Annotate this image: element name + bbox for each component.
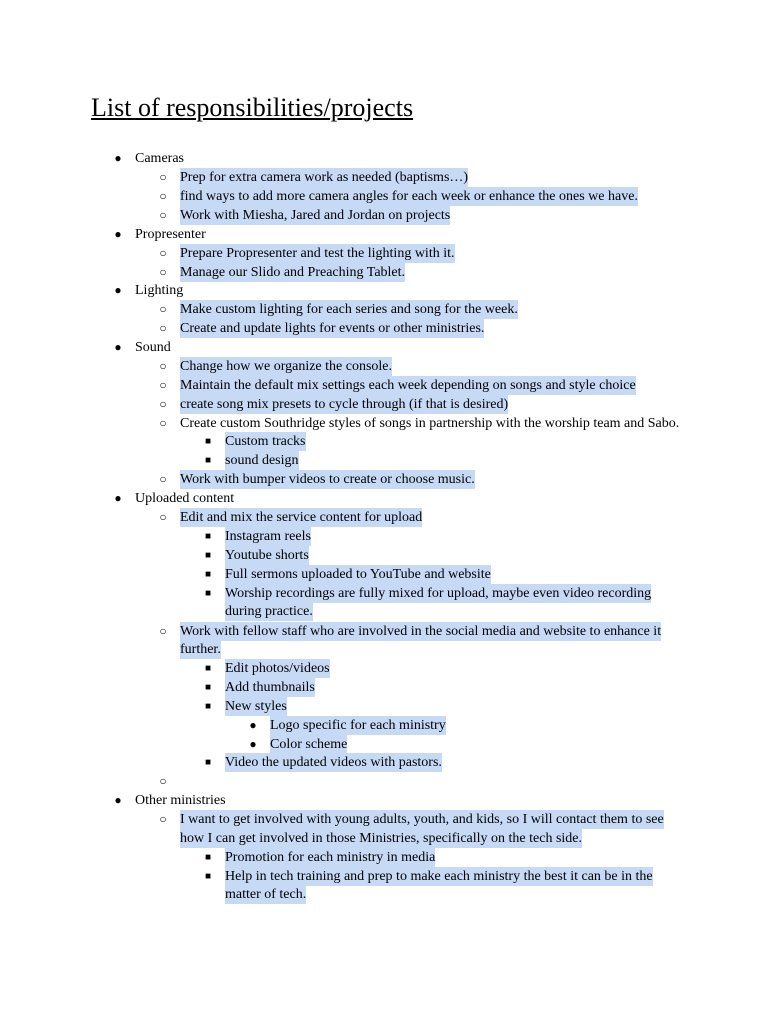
item-text: Edit photos/videos <box>225 661 330 676</box>
bullet-circle: ○ <box>159 170 167 184</box>
bullet-disc: ● <box>114 151 122 165</box>
section-label: Sound <box>135 340 171 355</box>
bullet-circle: ○ <box>159 624 167 638</box>
bullet-circle: ○ <box>159 189 167 203</box>
bullet-square: ■ <box>204 663 212 674</box>
section-label: Uploaded content <box>135 491 235 506</box>
section-label: Cameras <box>135 151 184 166</box>
item-text: Work with Miesha, Jared and Jordan on projects <box>180 208 451 223</box>
bullet-circle: ○ <box>159 246 167 260</box>
item-text: Logo specific for each ministry <box>270 718 446 733</box>
bullet-disc: ● <box>249 718 257 732</box>
item-text: Maintain the default mix settings each week depending on songs and style choice <box>180 378 636 393</box>
item-text: Prepare Propresenter and test the lighting with it. <box>180 246 455 261</box>
bullet-disc: ● <box>114 793 122 807</box>
item-text: Promotion for each ministry in media <box>225 850 436 865</box>
item-text: find ways to add more camera angles for each week or enhance the ones we have. <box>180 189 638 204</box>
item-text: Create custom Southridge styles of songs in partnership with the worship team and Sabo. <box>180 416 680 431</box>
item-text: New styles <box>225 699 287 714</box>
item-text: Help in tech training and prep to make each ministry the best it can be in the <box>225 869 653 884</box>
item-text: Prep for extra camera work as needed (baptisms…) <box>180 170 469 185</box>
item-text: create song mix presets to cycle through (if that is desired) <box>180 397 509 412</box>
bullet-square: ■ <box>204 550 212 561</box>
item-text: Custom tracks <box>225 434 306 449</box>
section-label: Propresenter <box>135 227 206 242</box>
bullet-circle: ○ <box>159 378 167 392</box>
item-text: Edit and mix the service content for upload <box>180 510 423 525</box>
item-text: sound design <box>225 453 299 468</box>
item-text: I want to get involved with young adults, youth, and kids, so I will contact them to see <box>180 812 664 827</box>
item-text: how I can get involved in those Ministries, specifically on the tech side. <box>180 831 583 846</box>
bullet-circle: ○ <box>159 416 167 430</box>
bullet-square: ■ <box>204 852 212 863</box>
item-text: Youtube shorts <box>225 548 309 563</box>
bullet-square: ■ <box>204 569 212 580</box>
bullet-circle: ○ <box>159 774 167 788</box>
bullet-square: ■ <box>204 701 212 712</box>
bullet-disc: ● <box>249 737 257 751</box>
item-text: Manage our Slido and Preaching Tablet. <box>180 265 406 280</box>
bullet-circle: ○ <box>159 265 167 279</box>
bullet-square: ■ <box>204 871 212 882</box>
bullet-circle: ○ <box>159 208 167 222</box>
bullet-disc: ● <box>114 491 122 505</box>
item-text: Video the updated videos with pastors. <box>225 755 442 770</box>
bullet-square: ■ <box>204 757 212 768</box>
item-text: Instagram reels <box>225 529 311 544</box>
bullet-circle: ○ <box>159 321 167 335</box>
item-text: Worship recordings are fully mixed for upload, maybe even video recording <box>225 586 652 601</box>
page-title: List of responsibilities/projects <box>91 93 414 122</box>
bullet-square: ■ <box>204 531 212 542</box>
item-text: Create and update lights for events or other ministries. <box>180 321 485 336</box>
item-text: Work with bumper videos to create or choose music. <box>180 472 475 487</box>
bullet-square: ■ <box>204 588 212 599</box>
item-text: during practice. <box>225 604 313 619</box>
bullet-square: ■ <box>204 455 212 466</box>
item-text: Make custom lighting for each series and song for the week. <box>180 302 518 317</box>
bullet-circle: ○ <box>159 472 167 486</box>
bullet-disc: ● <box>114 227 122 241</box>
section-label: Other ministries <box>135 793 226 808</box>
bullet-circle: ○ <box>159 397 167 411</box>
item-text: Full sermons uploaded to YouTube and website <box>225 567 491 582</box>
bullet-disc: ● <box>114 283 122 297</box>
bullet-disc: ● <box>114 340 122 354</box>
item-text: Change how we organize the console. <box>180 359 393 374</box>
section-label: Lighting <box>135 283 184 298</box>
bullet-circle: ○ <box>159 812 167 826</box>
bullet-circle: ○ <box>159 510 167 524</box>
bullet-circle: ○ <box>159 302 167 316</box>
item-text: further. <box>180 642 221 657</box>
bullet-square: ■ <box>204 436 212 447</box>
item-text: Add thumbnails <box>225 680 315 695</box>
item-text: matter of tech. <box>225 887 307 902</box>
bullet-square: ■ <box>204 682 212 693</box>
item-text: Work with fellow staff who are involved in the social media and website to enhance it <box>180 624 662 639</box>
bullet-circle: ○ <box>159 359 167 373</box>
item-text: Color scheme <box>270 737 348 752</box>
